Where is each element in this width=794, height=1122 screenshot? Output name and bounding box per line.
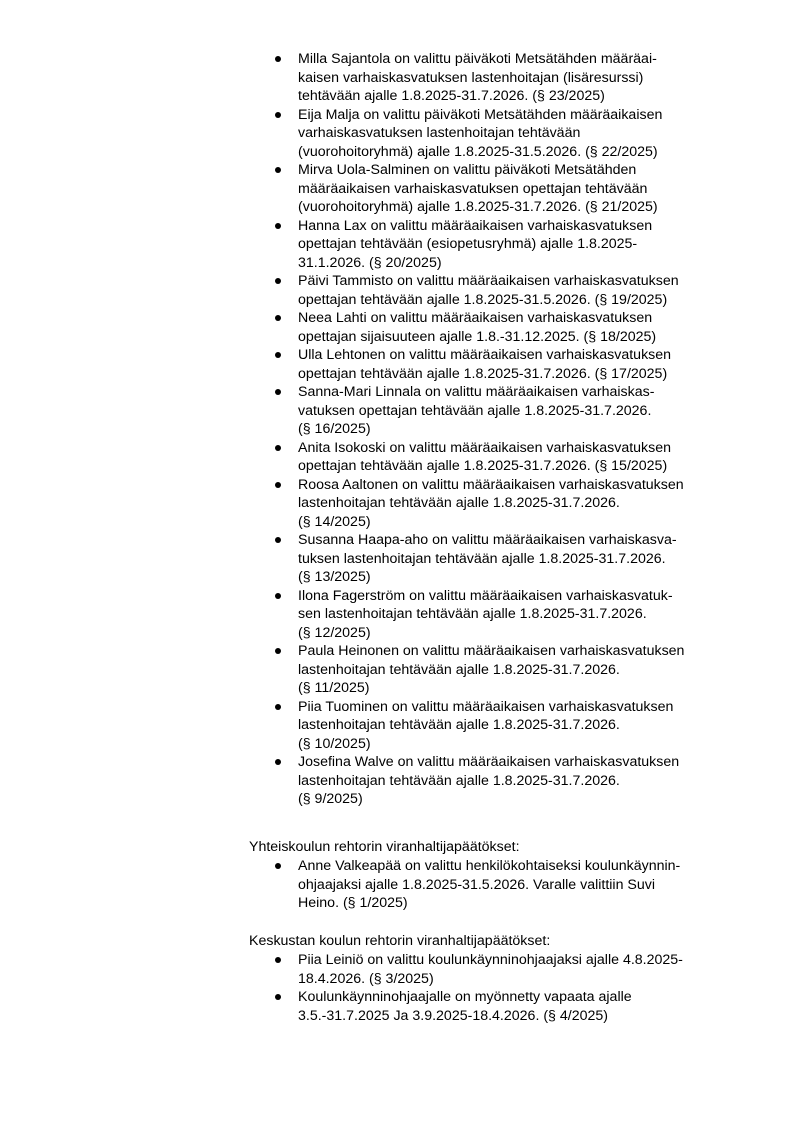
list-item-text: Piia Tuominen on valittu määräaikaisen varhaiskasvatuksen lastenhoitajan tehtävään ajalle 1.8.2025-31.7.2026. (§ 10/2025) — [298, 698, 674, 752]
list-item — [272, 383, 742, 439]
list-item-text: Koulunkäynninohjaajalle on myönnetty vapaata ajalle 3.5.-31.7.2025 Ja 3.9.2025-18.4.2026. (§ 4/2025) — [298, 989, 632, 1024]
list-item — [272, 217, 742, 273]
list-item — [272, 587, 742, 643]
list-item-text: Mirva Uola-Salminen on valittu päiväkoti Metsätähden määräaikaisen varhaiskasvatuksen opettajan tehtävään (vuorohoitoryhmä) ajalle 1.8.2025-31.7.2026. (§ 21/2025) — [298, 162, 658, 215]
yhteiskoulu-decisions-list — [272, 857, 742, 913]
bullet-icon — [275, 389, 281, 395]
bullet-icon — [275, 759, 281, 765]
bullet-icon — [275, 56, 281, 62]
bullet-icon — [275, 482, 281, 488]
list-item — [272, 531, 742, 587]
list-item — [272, 753, 742, 809]
bullet-icon — [275, 112, 281, 118]
bullet-icon — [275, 704, 281, 710]
list-item — [272, 988, 742, 1025]
yhteiskoulu-heading: Yhteiskoulun rehtorin viranhaltijapäätökset: — [249, 839, 520, 855]
list-item — [272, 106, 742, 162]
list-item-text: Eija Malja on valittu päiväkoti Metsätähden määräaikaisen varhaiskasvatuksen lastenhoitajan tehtävään (vuorohoitoryhmä) ajalle 1.8.2025-31.5.2026. (§ 22/2025) — [298, 106, 663, 160]
list-item — [272, 951, 742, 988]
list-item-text: Piia Leiniö on valittu koulunkäynninohjaajaksi ajalle 4.8.2025- 18.4.2026. (§ 3/2025) — [298, 952, 683, 987]
list-item — [272, 476, 742, 532]
list-item-text: Ulla Lehtonen on valittu määräaikaisen varhaiskasvatuksen opettajan tehtävään ajalle 1.8.2025-31.7.2026. (§ 17/2025) — [298, 347, 672, 382]
list-item-text: Josefina Walve on valittu määräaikaisen varhaiskasvatuksen lastenhoitajan tehtävään ajalle 1.8.2025-31.7.2026. (§ 9/2025) — [298, 754, 680, 807]
bullet-icon — [275, 352, 281, 358]
list-item — [272, 309, 742, 346]
list-item-text: Hanna Lax on valittu määräaikaisen varhaiskasvatuksen opettajan tehtävään (esiopetusryhmä) ajalle 1.8.2025- 31.1.2026. (§ 20/2025) — [298, 217, 653, 271]
list-item — [272, 272, 742, 309]
bullet-icon — [275, 593, 281, 599]
bullet-icon — [275, 994, 281, 1000]
bullet-icon — [275, 223, 281, 229]
bullet-icon — [275, 278, 281, 284]
list-item-text: Ilona Fagerström on valittu määräaikaisen varhaiskasvatuk- sen lastenhoitajan tehtävään ajalle 1.8.2025-31.7.2026. (§ 12/2025) — [298, 587, 673, 641]
list-item-text: Susanna Haapa-aho on valittu määräaikaisen varhaiskasva- tuksen lastenhoitajan tehtävään ajalle 1.8.2025-31.7.2026. (§ 13/2025) — [298, 532, 677, 585]
bullet-icon — [275, 648, 281, 654]
bullet-icon — [275, 167, 281, 173]
list-item-text: Paula Heinonen on valittu määräaikaisen varhaiskasvatuksen lastenhoitajan tehtävään ajalle 1.8.2025-31.7.2026. (§ 11/2025) — [298, 643, 685, 696]
bullet-icon — [275, 445, 281, 451]
bullet-icon — [275, 537, 281, 543]
keskustan-koulu-heading: Keskustan koulun rehtorin viranhaltijapäätökset: — [249, 933, 551, 949]
list-item-text: Anita Isokoski on valittu määräaikaisen varhaiskasvatuksen opettajan tehtävään ajalle 1.8.2025-31.7.2026. (§ 15/2025) — [298, 439, 672, 474]
list-item-text: Milla Sajantola on valittu päiväkoti Metsätähden määräai- kaisen varhaiskasvatuksen lastenhoitajan (lisäresurssi) tehtävään ajalle 1.8.2025-31.7.2026. (§ 23/2025) — [298, 51, 657, 104]
list-item-text: Roosa Aaltonen on valittu määräaikaisen varhaiskasvatuksen lastenhoitajan tehtävään ajalle 1.8.2025-31.7.2026. (§ 14/2025) — [298, 476, 684, 530]
list-item-text: Anne Valkeapää on valittu henkilökohtaiseksi koulunkäynnin- ohjaajaksi ajalle 1.8.2025-31.5.2026. Varalle valittiin Suvi Heino. (§ 1/2025) — [298, 858, 681, 911]
bullet-icon — [275, 957, 281, 963]
bullet-icon — [275, 315, 281, 321]
bullet-icon — [275, 863, 281, 869]
list-item — [272, 642, 742, 698]
keskustan-koulu-decisions-list — [272, 951, 742, 1025]
list-item-text: Päivi Tammisto on valittu määräaikaisen varhaiskasvatuksen opettajan tehtävään ajalle 1.8.2025-31.5.2026. (§ 19/2025) — [298, 273, 679, 308]
list-item — [272, 857, 742, 913]
list-item — [272, 50, 742, 106]
list-item — [272, 439, 742, 476]
varhaiskasvatus-decisions-list — [272, 50, 742, 809]
list-item — [272, 346, 742, 383]
list-item-text: Neea Lahti on valittu määräaikaisen varhaiskasvatuksen opettajan sijaisuuteen ajalle 1.8.-31.12.2025. (§ 18/2025) — [298, 310, 657, 345]
list-item — [272, 698, 742, 754]
list-item — [272, 161, 742, 217]
list-item-text: Sanna-Mari Linnala on valittu määräaikaisen varhaiskas- vatuksen opettajan tehtävään ajalle 1.8.2025-31.7.2026. (§ 16/2025) — [298, 384, 655, 437]
